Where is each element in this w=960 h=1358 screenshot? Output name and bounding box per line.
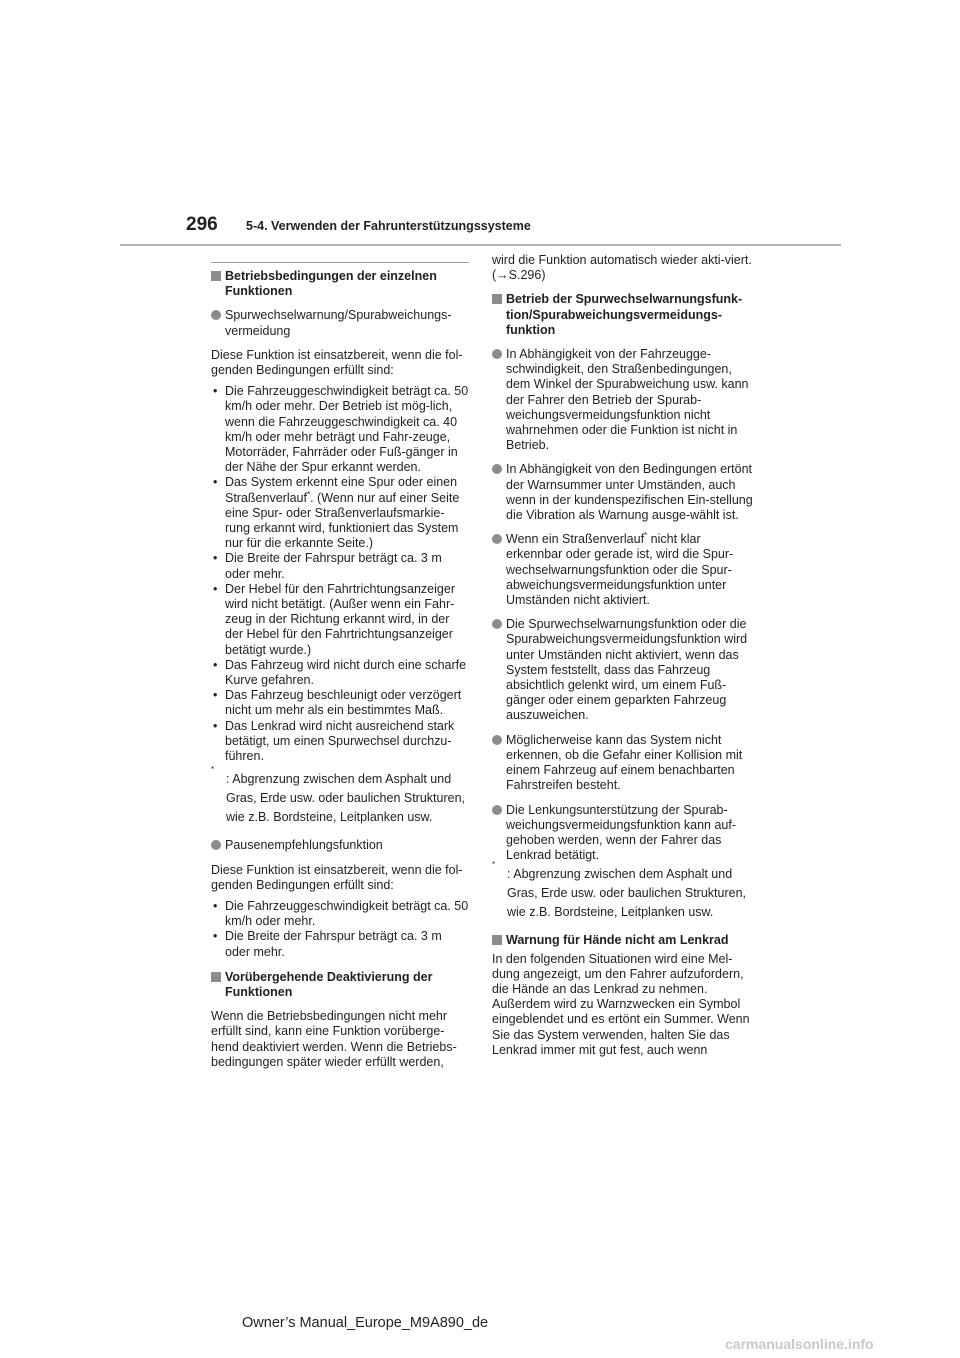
paragraph: In den folgenden Situationen wird eine Mel-dung angezeigt, um den Fahrer aufzufordern, die Hände an das Lenkrad zu nehmen. Außerdem wird zu Warnzwecken ein Symbol eingeblendet und es ertönt ein Summer. Wenn Sie das System verwenden, halten Sie das Lenkrad immer mit gut fest, auch wenn [492,951,750,1057]
right-column [492,253,754,1064]
conditions-list [211,384,469,764]
list-item: • Die Fahrzeuggeschwindigkeit beträgt ca. 50 km/h oder mehr. Der Betrieb ist mög-lich, wenn die Fahrzeuggeschwindigkeit ca. 40 km/h oder mehr beträgt und Fahr-zeuge, Motorräder, Fahrräder oder Fuß-gänger in der Nähe der Spur erkannt werden. [211,384,469,475]
topic-break-recommendation: Pausenempfehlungsfunktion [211,838,469,853]
list-item: • Die Breite der Fahrspur beträgt ca. 3 m oder mehr. [211,551,469,581]
list-item: • Das Fahrzeug wird nicht durch eine scharfe Kurve gefahren. [211,658,469,688]
footnote: * : Abgrenzung zwischen dem Asphalt und Gras, Erde usw. oder baulichen Strukturen, wie z.B. Bordsteine, Leitplanken usw. [211,765,466,825]
heading-hands-off-warning: Warnung für Hände nicht am Lenkrad [492,933,754,948]
page-number: 296 [186,214,218,235]
left-column [211,262,469,1076]
list-item: • Das Fahrzeug beschleunigt oder verzögert nicht um mehr als ein bestimmtes Maß. [211,688,469,718]
heading-operation: Betrieb der Spurwechselwarnungsfunk-tion/Spurabweichungsvermeidungs-funktion [492,292,754,338]
section-title: 5-4. Verwenden der Fahrunterstützungssysteme [246,219,531,233]
footer-text: Owner’s Manual_Europe_M9A890_de [242,1315,489,1331]
list-item: • Die Breite der Fahrspur beträgt ca. 3 m oder mehr. [211,929,469,959]
list-item: • Die Fahrzeuggeschwindigkeit beträgt ca. 50 km/h oder mehr. [211,899,469,929]
note-item: Möglicherweise kann das System nicht erkennen, ob die Gefahr einer Kollision mit einem Fahrzeug auf einem benachbarten Fahrstreifen besteht. [492,733,754,794]
note-item: In Abhängigkeit von der Fahrzeugge-schwindigkeit, den Straßenbedingungen, dem Winkel der Spurabweichung usw. kann der Fahrer den Betrieb der Spurab-weichungsvermeidungsfunktion nicht wahrnehmen oder die Funktion ist nicht in Betrieb. [492,347,754,453]
topic-lane-change-warning: Spurwechselwarnung/Spurabweichungs-vermeidung [211,308,469,338]
heading-operating-conditions: Betriebsbedingungen der einzelnen Funktionen [211,269,469,299]
paragraph: wird die Funktion automatisch wieder akti-viert. (→S.296) [492,253,752,283]
list-item: • Das Lenkrad wird nicht ausreichend stark betätigt, um einen Spurwechsel durchzu-führen. [211,719,469,765]
note-item: Die Lenkungsunterstützung der Spurab-weichungsvermeidungsfunktion kann auf-gehoben werden, wenn der Fahrer das Lenkrad betätigt. [492,803,754,864]
column-divider [211,262,469,263]
note-item: Die Spurwechselwarnungsfunktion oder die Spurabweichungsvermeidungsfunktion wird unter Umständen nicht aktiviert, wenn das System feststellt, dass das Fahrzeug absichtlich gelenkt wird, um einem Fuß-gänger oder einem geparkten Fahrzeug auszuweichen. [492,617,754,723]
heading-temporary-deactivation: Vorübergehende Deaktivierung der Funktionen [211,970,469,1000]
paragraph: Diese Funktion ist einsatzbereit, wenn die fol- genden Bedingungen erfüllt sind: [211,347,463,378]
watermark: carmanualsonline.info [725,1336,874,1352]
note-item: Wenn ein Straßenverlauf* nicht klar erkennbar oder gerade ist, wird die Spur-wechselwarnungsfunktion oder die Spur-abweichungsvermeidungsfunktion unter Umständen nicht aktiviert. [492,532,754,608]
footnote: * : Abgrenzung zwischen dem Asphalt und Gras, Erde usw. oder baulichen Strukturen, wie z.B. Bordsteine, Leitplanken usw. [492,860,747,920]
paragraph: Diese Funktion ist einsatzbereit, wenn die fol- genden Bedingungen erfüllt sind: [211,862,463,892]
list-item: • Das System erkennt eine Spur oder einen Straßenverlauf*. (Wenn nur auf einer Seite eine Spur- oder Straßenverlaufsmarkie-rung erkannt wird, funktioniert das System nur für die erkannte Seite.) [211,475,469,551]
header-rule [120,244,841,246]
list-item: • Der Hebel für den Fahrtrichtungsanzeiger wird nicht betätigt. (Außer wenn ein Fahr-zeug in der Richtung erkannt wird, in der der Hebel für den Fahrtrichtungsanzeiger betätigt wurde.) [211,582,469,658]
conditions-list [211,899,469,960]
note-item: In Abhängigkeit von den Bedingungen ertönt der Warnsummer unter Umständen, auch wenn in der kundenspezifischen Ein-stellung die Vibration als Warnung ausge-wählt ist. [492,462,754,523]
paragraph: Wenn die Betriebsbedingungen nicht mehr erfüllt sind, kann eine Funktion vorüberge-hend deaktiviert werden. Wenn die Betriebs-bedingungen später wieder erfüllt werden, [211,1009,457,1069]
